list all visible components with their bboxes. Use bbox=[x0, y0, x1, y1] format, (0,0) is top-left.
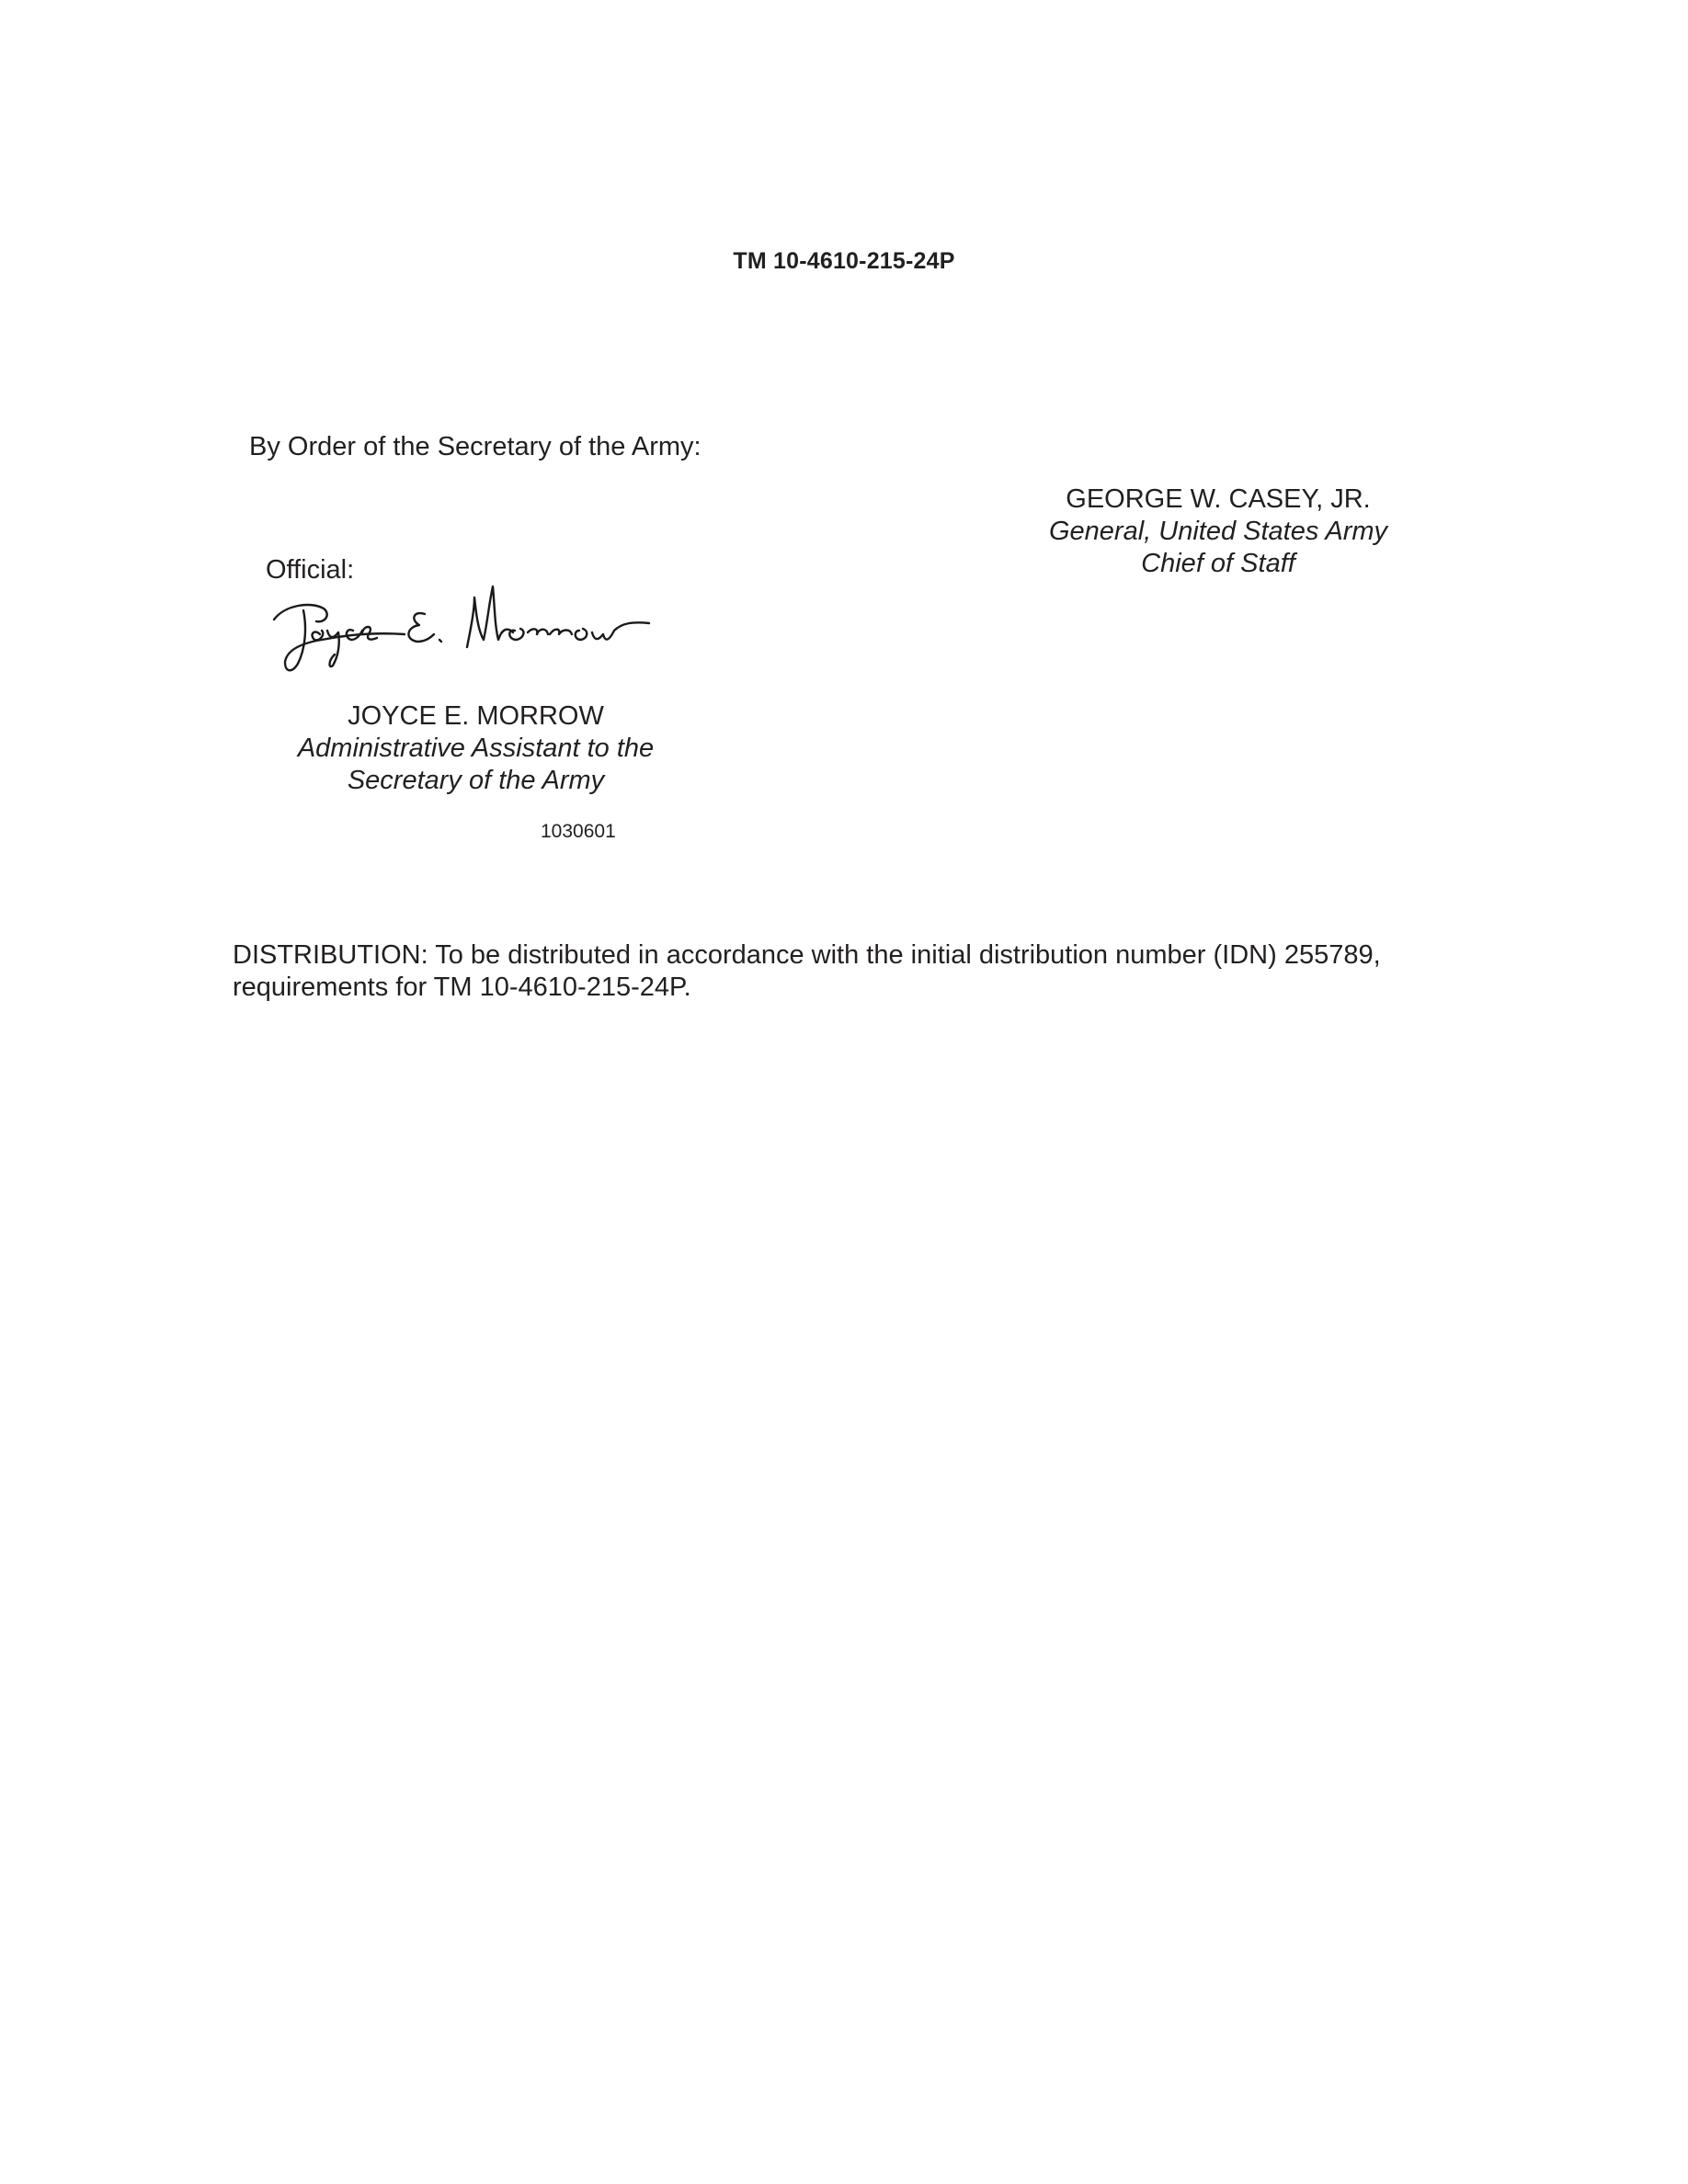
distribution-line-2: requirements for TM 10-4610-215-24P. bbox=[233, 973, 691, 1002]
pin-number: 1030601 bbox=[541, 821, 616, 842]
distribution-line-1: DISTRIBUTION: To be distributed in accordance with the initial distribution number (IDN) 255789, bbox=[233, 940, 1381, 970]
chief-of-staff-title-rank: General, United States Army bbox=[1048, 517, 1388, 546]
official-title-line-1: Administrative Assistant to the bbox=[297, 734, 655, 763]
official-title-line-2: Secretary of the Army bbox=[347, 766, 605, 795]
chief-of-staff-block bbox=[1011, 483, 1425, 580]
distribution-statement bbox=[233, 939, 1501, 1004]
official-label: Official: bbox=[266, 555, 355, 585]
by-order-statement: By Order of the Secretary of the Army: bbox=[249, 432, 701, 461]
chief-of-staff-name: GEORGE W. CASEY, JR. bbox=[1066, 484, 1371, 514]
official-name: JOYCE E. MORROW bbox=[348, 701, 604, 731]
document-number: TM 10-4610-215-24P bbox=[733, 248, 955, 274]
signature-image bbox=[267, 577, 671, 680]
chief-of-staff-title-position: Chief of Staff bbox=[1141, 549, 1295, 578]
official-signatory-block bbox=[262, 700, 690, 797]
